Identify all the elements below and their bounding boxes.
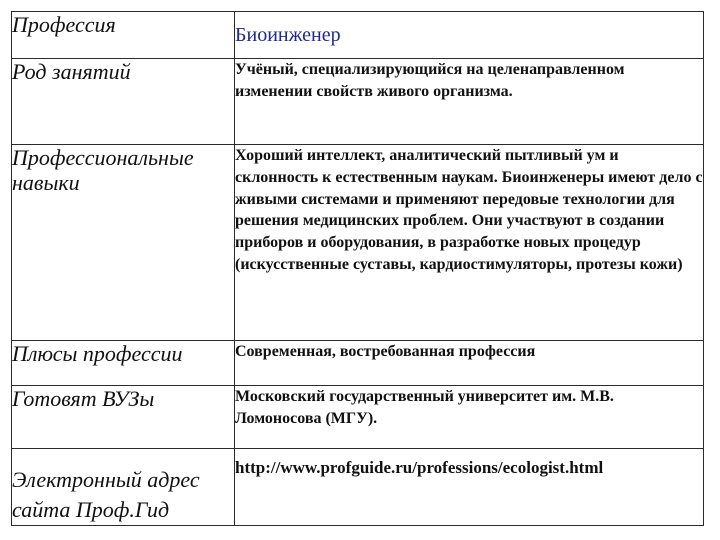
row-value-profession: Биоинженер: [235, 12, 704, 59]
row-label-profession: Профессия: [12, 12, 235, 59]
table-row: [12, 386, 704, 449]
table-row: [12, 449, 704, 526]
row-label-skills: Профессиональные навыки: [12, 145, 235, 341]
table-row: [12, 341, 704, 386]
table-row: [12, 59, 704, 145]
row-value-advantages: Современная, востребованная профессия: [235, 341, 704, 386]
row-label-universities: Готовят ВУЗы: [12, 386, 235, 449]
row-label-website: Электронный адрес сайта Проф.Гид: [12, 449, 235, 526]
table-row: [12, 145, 704, 341]
row-value-website-url: http://www.profguide.ru/professions/ecologist.html: [235, 449, 704, 526]
table-row: [12, 12, 704, 59]
row-value-universities: Московский государственный университет им. М.В. Ломоносова (МГУ).: [235, 386, 704, 449]
row-label-occupation: Род занятий: [12, 59, 235, 145]
profession-card-table: [11, 11, 704, 526]
row-label-advantages: Плюсы профессии: [12, 341, 235, 386]
row-value-skills: Хороший интеллект, аналитический пытливый ум и склонность к естественным наукам. Биоинженеры имеют дело с живыми системами и применяют передовые технологии для решения медицинских проблем. Они участвуют в создании приборов и оборудования, в разработке новых процедур (искусственные суставы, кардиостимуляторы, протезы кожи): [235, 145, 704, 341]
row-value-occupation: Учёный, специализирующийся на целенаправленном изменении свойств живого организма.: [235, 59, 704, 145]
